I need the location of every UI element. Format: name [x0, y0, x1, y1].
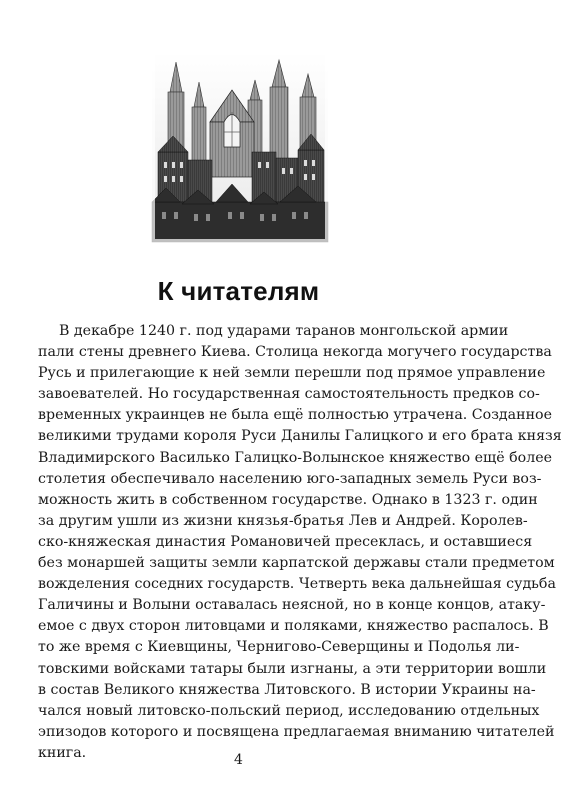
castle-illustration: [152, 52, 328, 242]
text-line: Владимирского Василько Галицко-Волынское княжество ещё более: [38, 449, 553, 466]
text-line: ско-княжеская династия Романовичей пресеклась, и оставшиеся: [38, 533, 533, 550]
text-line: пали стены древнего Киева. Столица некогда могучего государства: [38, 344, 552, 361]
text-line: книга.: [38, 744, 87, 761]
text-line: за другим ушли из жизни князья-братья Лев и Андрей. Королев-: [38, 512, 528, 529]
body-paragraph: [38, 321, 562, 764]
text-line: В декабре 1240 г. под ударами таранов монгольской армии: [59, 323, 509, 339]
text-line: эпизодов которого и посвящена предлагаемая вниманию читателей: [38, 723, 555, 740]
page-title: К читателям: [157, 276, 320, 306]
text-line: емое с двух сторон литовцами и поляками, княжество распалось. В: [38, 618, 549, 635]
text-line: завоевателей. Но государственная самостоятельность предков со-: [38, 386, 540, 403]
text-line: то же время с Киевщины, Чернигово-Северщины и Подолья ли-: [38, 639, 520, 656]
text-line: без монаршей защиты земли карпатской державы стали предметом: [38, 555, 555, 572]
text-line: в состав Великого княжества Литовского. В истории Украины на-: [38, 681, 536, 698]
text-line: Галичины и Волыни оставалась неясной, но в конце концов, атаку-: [38, 597, 546, 614]
text-line: Русь и прилегающие к ней земли перешли под прямое управление: [38, 365, 546, 382]
page-number: 4: [234, 752, 243, 768]
text-line: великими трудами короля Руси Данилы Галицкого и его брата князя: [38, 428, 562, 445]
text-line: можность жить в собственном государстве. Однако в 1323 г. один: [38, 491, 538, 508]
text-line: вожделения соседних государств. Четверть века дальнейшая судьба: [38, 576, 556, 593]
text-line: временных украинцев не была ещё полностью утрачена. Созданное: [38, 407, 552, 424]
text-line: столетия обеспечивало населению юго-западных земель Руси воз-: [38, 470, 542, 487]
text-line: товскими войсками татары были изгнаны, а эти территории вошли: [38, 660, 547, 677]
text-line: чался новый литовско-польский период, исследованию отдельных: [38, 702, 540, 719]
